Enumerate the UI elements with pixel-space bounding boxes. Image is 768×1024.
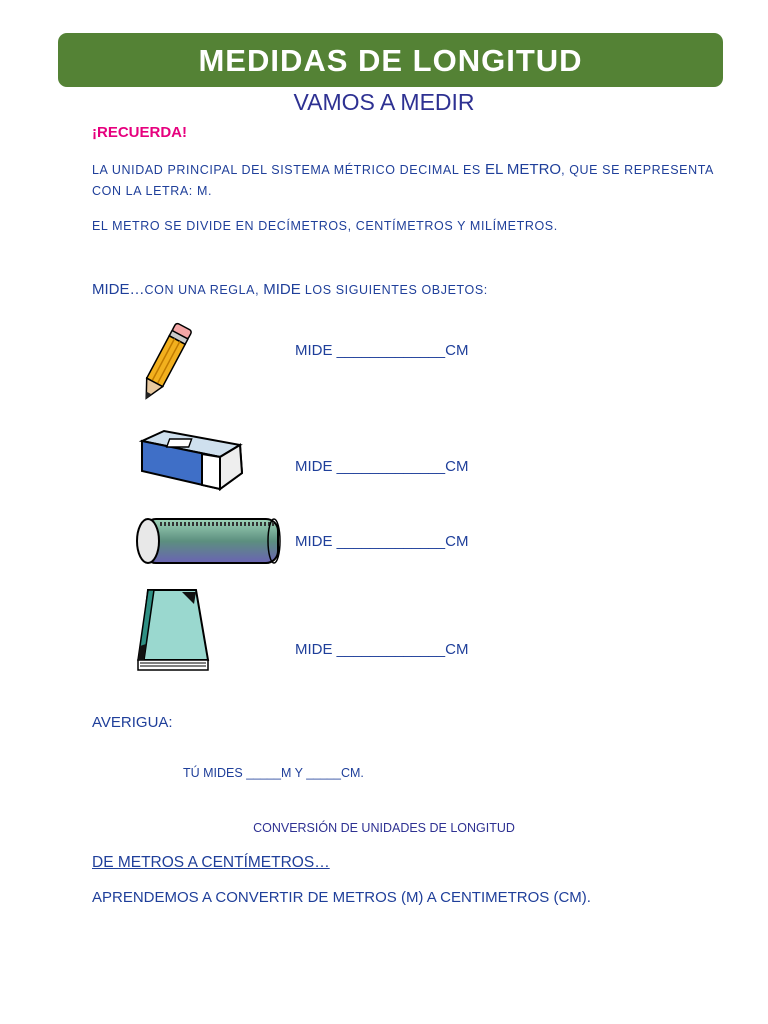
reminder-line-1 bbox=[92, 161, 714, 178]
page-title: MEDIDAS DE LONGITUD bbox=[198, 43, 583, 78]
reminder-heading: ¡RECUERDA! bbox=[92, 124, 187, 141]
reminder-line-1-pre: LA UNIDAD PRINCIPAL DEL SISTEMA MÉTRICO DECIMAL ES bbox=[92, 163, 485, 177]
eraser-icon bbox=[136, 427, 248, 493]
height-prompt[interactable]: TÚ MIDES _____M Y _____CM. bbox=[183, 766, 364, 780]
reminder-line-3: EL METRO SE DIVIDE EN DECÍMETROS, CENTÍMETROS Y MILÍMETROS. bbox=[92, 219, 558, 233]
measure-field-pencil-case[interactable]: MIDE _____________CM bbox=[295, 533, 469, 550]
notebook-icon bbox=[134, 586, 212, 676]
conversion-title: CONVERSIÓN DE UNIDADES DE LONGITUD bbox=[253, 821, 515, 835]
meters-to-cm-link[interactable]: DE METROS A CENTÍMETROS… bbox=[92, 854, 330, 871]
instruction-middle: CON UNA REGLA, bbox=[144, 283, 264, 297]
pencil-icon bbox=[130, 318, 200, 408]
measure-instruction bbox=[92, 281, 488, 298]
averigua-heading: AVERIGUA: bbox=[92, 714, 173, 731]
page-subtitle: VAMOS A MEDIR bbox=[293, 89, 475, 115]
instruction-end: LOS SIGUIENTES OBJETOS: bbox=[300, 283, 488, 297]
measure-field-notebook[interactable]: MIDE _____________CM bbox=[295, 641, 469, 658]
instruction-word-1: MIDE… bbox=[92, 281, 145, 298]
reminder-line-1-post: , QUE SE REPRESENTA bbox=[561, 163, 714, 177]
instruction-word-2: MIDE bbox=[263, 281, 301, 298]
conversion-text: APRENDEMOS A CONVERTIR DE METROS (M) A CENTIMETROS (CM). bbox=[92, 889, 591, 906]
pencil-case-icon bbox=[134, 515, 286, 567]
metro-emphasis: EL METRO bbox=[484, 161, 562, 178]
reminder-line-2: CON LA LETRA: M. bbox=[92, 184, 213, 198]
measure-field-eraser[interactable]: MIDE _____________CM bbox=[295, 458, 469, 475]
measure-field-pencil[interactable]: MIDE _____________CM bbox=[295, 342, 469, 359]
